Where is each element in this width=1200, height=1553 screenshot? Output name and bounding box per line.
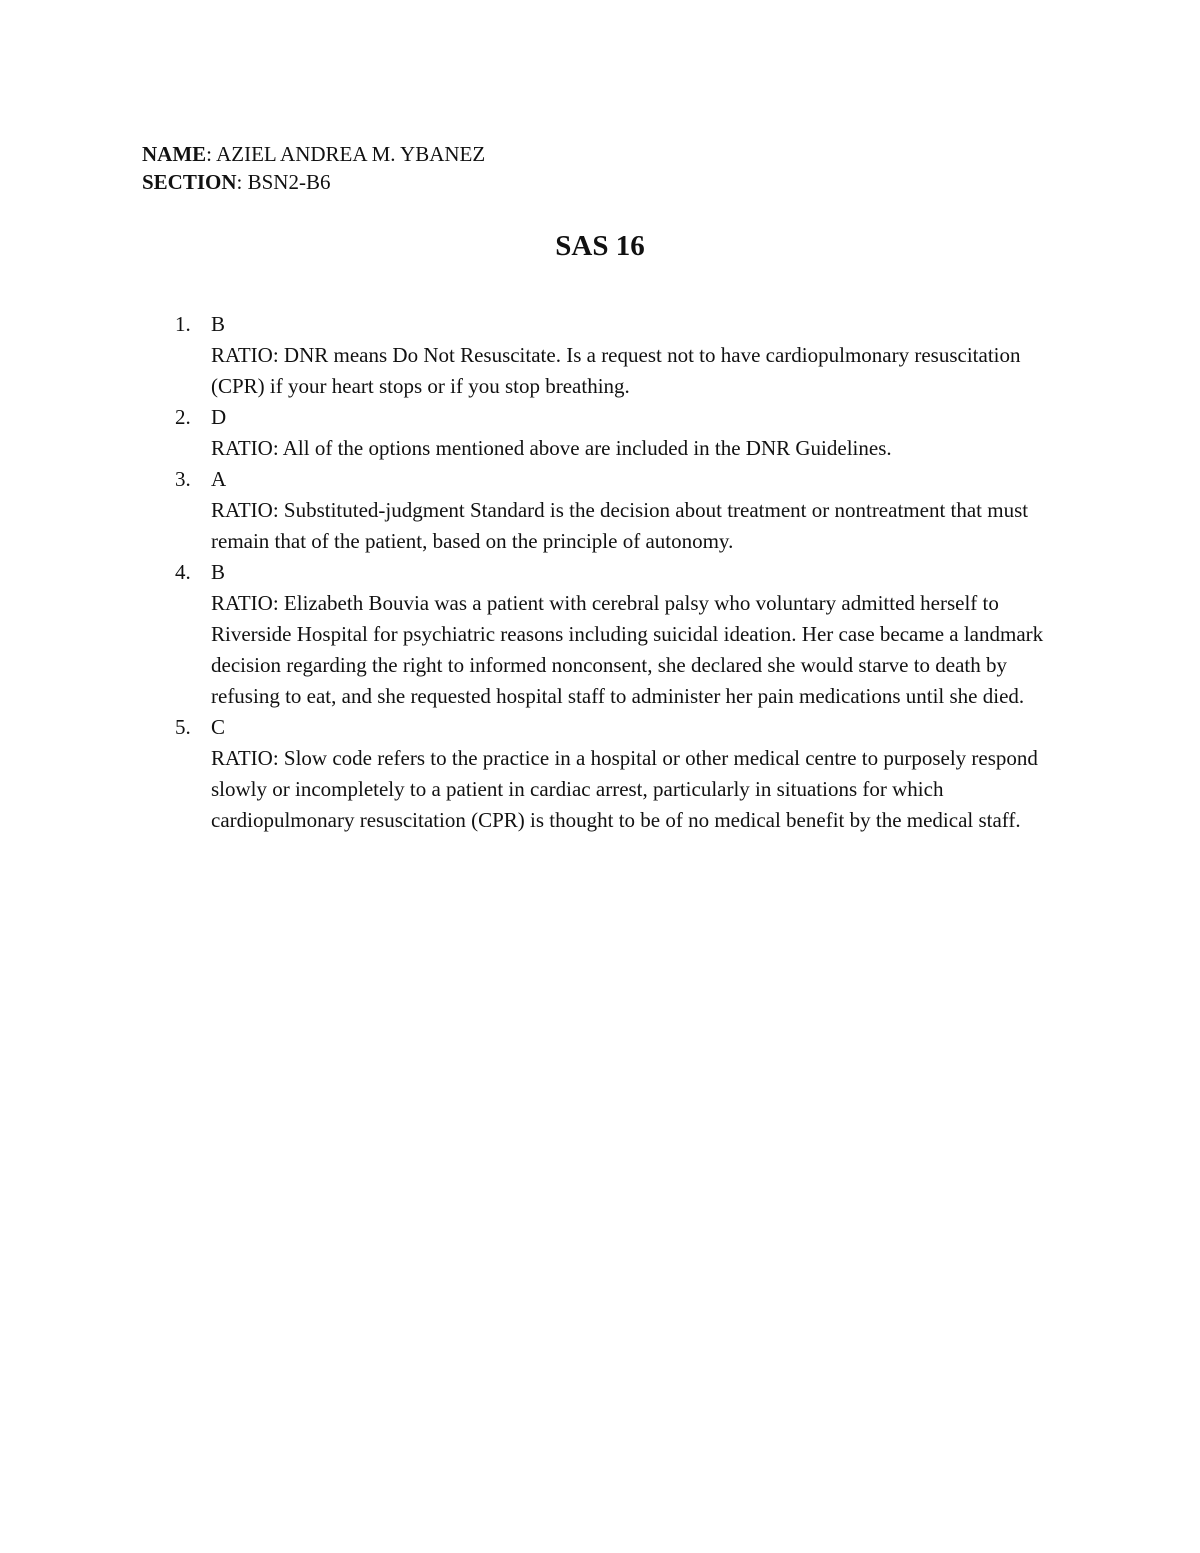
- answer-ratio: RATIO: Elizabeth Bouvia was a patient with cerebral palsy who voluntary admitted herself to Riverside Hospital for psychiatric reasons including suicidal ideation. Her case became a landmark decision regarding the right to informed nonconsent, she declared she would starve to death by refusing to eat, and she requested hospital staff to administer her pain medications until she died.: [211, 591, 1044, 708]
- answer-ratio: RATIO: Substituted-judgment Standard is the decision about treatment or nontreatment that must remain that of the patient, based on the principle of autonomy.: [211, 498, 1029, 553]
- answer-letter: A: [211, 467, 227, 491]
- answer-ratio: RATIO: All of the options mentioned above are included in the DNR Guidelines.: [211, 436, 892, 460]
- answer-ratio: RATIO: DNR means Do Not Resuscitate. Is a request not to have cardiopulmonary resuscitation (CPR) if your heart stops or if you stop breathing.: [211, 343, 1021, 398]
- answer-letter: C: [211, 715, 226, 739]
- answer-item: [142, 557, 1072, 712]
- answer-ratio: RATIO: Slow code refers to the practice in a hospital or other medical centre to purposely respond slowly or incompletely to a patient in cardiac arrest, particularly in situations for which cardiopulmonary resuscitation (CPR) is thought to be of no medical benefit by the medical staff.: [211, 746, 1038, 832]
- name-line: [142, 140, 485, 168]
- answer-letter: D: [211, 405, 227, 429]
- answer-number: 4.: [175, 560, 191, 584]
- answer-item: [142, 309, 1072, 402]
- answer-item: [142, 464, 1072, 557]
- answer-letter: B: [211, 560, 226, 584]
- section-label: SECTION: [142, 170, 237, 194]
- answer-number: 1.: [175, 312, 191, 336]
- answer-number: 3.: [175, 467, 191, 491]
- answer-item: [142, 712, 1072, 836]
- section-line: [142, 168, 485, 196]
- section-value: : BSN2-B6: [236, 170, 331, 194]
- answer-item: [142, 402, 1072, 464]
- answer-number: 2.: [175, 405, 191, 429]
- answer-list: [142, 309, 1072, 836]
- name-value: : AZIEL ANDREA M. YBANEZ: [206, 142, 486, 166]
- student-info: [142, 140, 485, 196]
- name-label: NAME: [142, 142, 207, 166]
- answer-number: 5.: [175, 715, 191, 739]
- page-title: SAS 16: [555, 230, 645, 262]
- answer-letter: B: [211, 312, 226, 336]
